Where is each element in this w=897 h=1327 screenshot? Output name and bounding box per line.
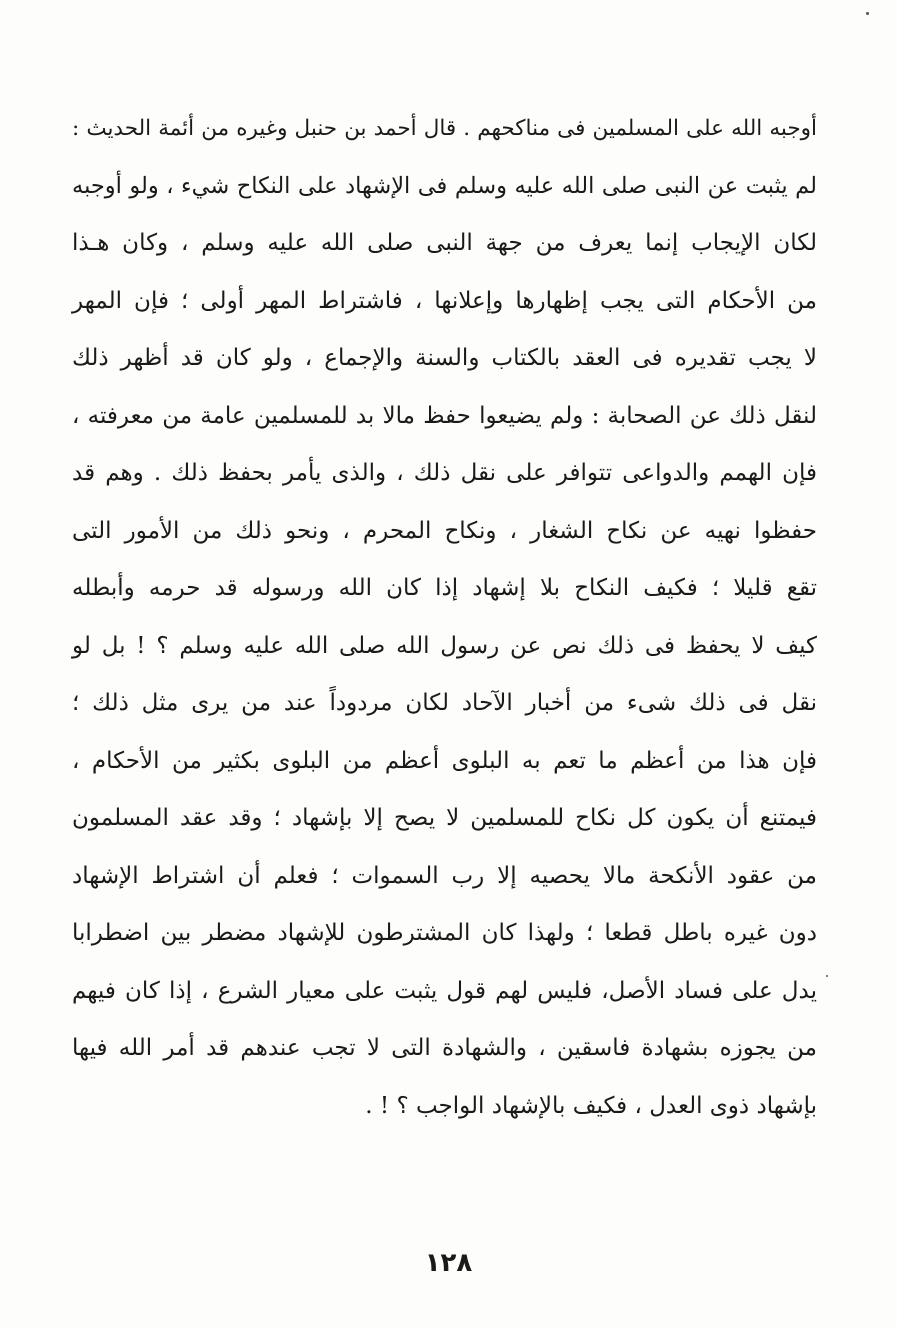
text-line-5: لا يجب تقديره فى العقد بالكتاب والسنة والإجماع ، ولو كان قد أظهر ذلك xyxy=(72,345,817,371)
text-line-18: بإشهاد ذوى العدل ، فكيف بالإشهاد الواجب ؟ ! . xyxy=(365,1092,817,1119)
text-line-16: يدل على فساد الأصل، فليس لهم قول يثبت على معيار الشرع ، إذا كان فيهم xyxy=(72,977,817,1004)
text-line-8: حفظوا نهيه عن نكاح الشغار ، ونكاح المحرم ، ونحو ذلك من الأمور التى xyxy=(72,517,817,544)
page-number: ١٢٨ xyxy=(424,1248,473,1278)
text-line-12: فإن هذا من أعظم ما تعم به البلوى أعظم من البلوى بكثير من الأحكام ، xyxy=(72,747,817,774)
text-line-10: كيف لا يحفظ فى ذلك نص عن رسول الله صلى الله عليه وسلم ؟ ! بل لو xyxy=(72,632,817,659)
body-text xyxy=(72,100,817,1135)
text-line-1: أوجبه الله على المسلمين فى مناكحهم . قال أحمد بن حنبل وغيره من أئمة الحديث : xyxy=(72,116,817,141)
text-line-13: فيمتنع أن يكون كل نكاح للمسلمين لا يصح إلا بإشهاد ؛ وقد عقد المسلمون xyxy=(72,805,817,831)
text-line-15: دون غيره باطل قطعا ؛ ولهذا كان المشترطون للإشهاد مضطر بين اضطرابا xyxy=(72,920,817,946)
scan-speck xyxy=(866,12,869,15)
text-line-11: نقل فى ذلك شىء من أخبار الآحاد لكان مردوداً عند من يرى مثل ذلك ؛ xyxy=(72,690,817,716)
scan-speck xyxy=(826,975,828,977)
text-line-17: من يجوزه بشهادة فاسقين ، والشهادة التى لا تجب عندهم قد أمر الله فيها xyxy=(72,1035,817,1061)
text-line-4: من الأحكام التى يجب إظهارها وإعلانها ، فاشتراط المهر أولى ؛ فإن المهر xyxy=(72,287,817,314)
text-line-7: فإن الهمم والدواعى تتوافر على نقل ذلك ، والذى يأمر بحفظ ذلك . وهم قد xyxy=(72,460,817,486)
text-line-3: لكان الإيجاب إنما يعرف من جهة النبى صلى الله عليه وسلم ، وكان هـذا xyxy=(72,230,817,256)
text-line-2: لم يثبت عن النبى صلى الله عليه وسلم فى الإشهاد على النكاح شيء ، ولو أوجبه xyxy=(72,172,817,199)
text-line-9: تقع قليلا ؛ فكيف النكاح بلا إشهاد إذا كان الله ورسوله قد حرمه وأبطله xyxy=(72,575,817,601)
text-line-6: لنقل ذلك عن الصحابة : ولم يضيعوا حفظ مالا بد للمسلمين عامة من معرفته ، xyxy=(72,402,817,429)
text-line-14: من عقود الأنكحة مالا يحصيه إلا رب السموات ؛ فعلم أن اشتراط الإشهاد xyxy=(72,862,817,889)
